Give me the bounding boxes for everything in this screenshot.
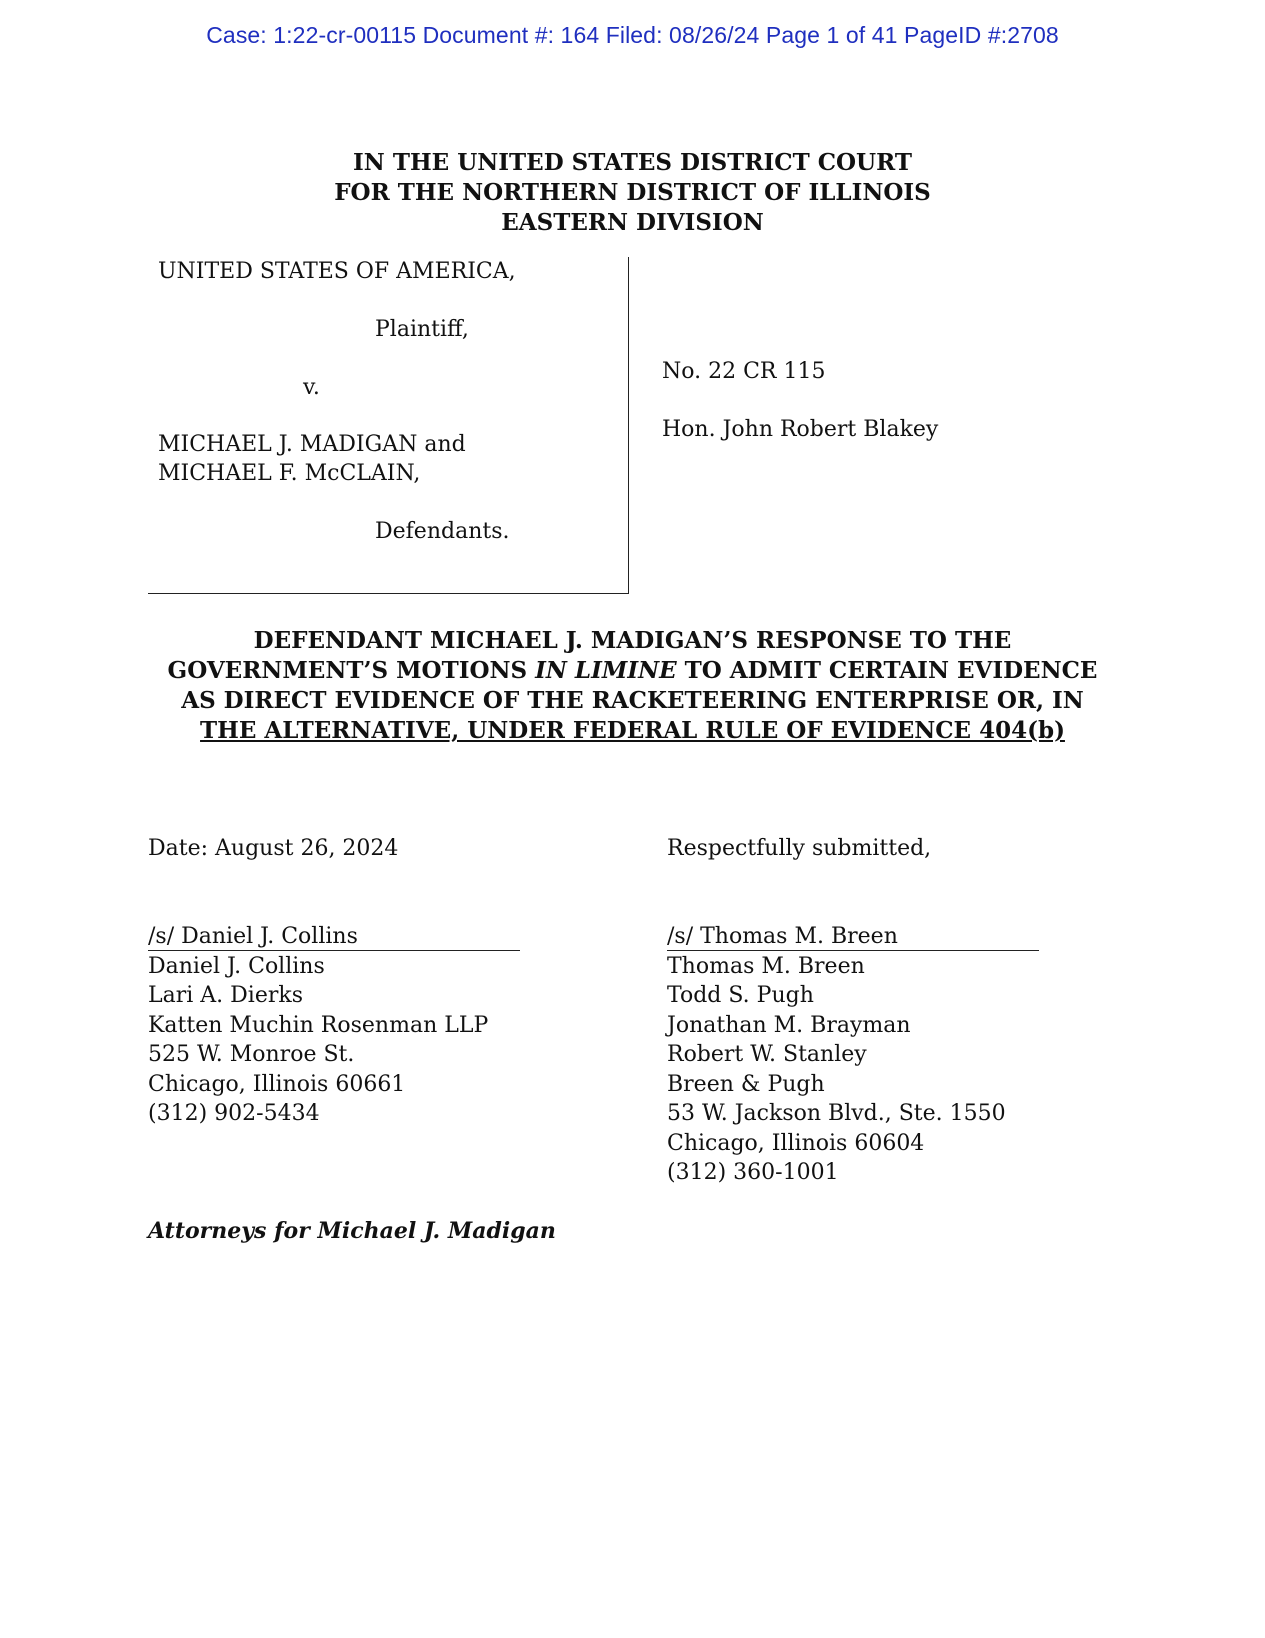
attorneys-for: Attorneys for Michael J. Madigan <box>148 1218 556 1244</box>
title-italic-in-limine: IN LIMINE <box>535 657 677 684</box>
left-attorney-line: (312) 902-5434 <box>148 1101 320 1126</box>
versus: v. <box>303 375 320 400</box>
left-attorney-line: Chicago, Illinois 60661 <box>148 1071 406 1097</box>
left-signature-block <box>148 922 520 1129</box>
ecf-header-stamp: Case: 1:22-cr-00115 Document #: 164 Filed: 08/26/24 Page 1 of 41 PageID #:2708 <box>206 22 1059 48</box>
left-attorney-line: 525 W. Monroe St. <box>148 1042 355 1067</box>
right-attorney-line: Robert W. Stanley <box>667 1042 867 1067</box>
court-line-3: EASTERN DIVISION <box>501 209 764 236</box>
defendant-line-2: MICHAEL F. McCLAIN, <box>158 461 421 486</box>
right-attorney-line: Todd S. Pugh <box>667 983 814 1008</box>
right-attorney-line: Jonathan M. Brayman <box>667 1012 911 1038</box>
document-title <box>0 626 1265 746</box>
right-attorney-line: Breen & Pugh <box>667 1071 825 1097</box>
left-attorney-line: Katten Muchin Rosenman LLP <box>148 1012 489 1038</box>
right-attorney-line: Thomas M. Breen <box>667 953 865 979</box>
case-caption-parties <box>148 257 629 594</box>
plaintiff-role: Plaintiff, <box>375 317 469 342</box>
left-signature: /s/ Daniel J. Collins <box>148 923 520 951</box>
date-line: Date: August 26, 2024 <box>148 836 399 861</box>
court-line-2: FOR THE NORTHERN DISTRICT OF ILLINOIS <box>334 179 931 206</box>
judge-name: Hon. John Robert Blakey <box>662 417 939 442</box>
plaintiff-name: UNITED STATES OF AMERICA, <box>158 259 516 284</box>
case-number: No. 22 CR 115 <box>662 359 826 384</box>
right-signature: /s/ Thomas M. Breen <box>667 923 1039 951</box>
defendant-line-1: MICHAEL J. MADIGAN and <box>158 432 466 457</box>
title-line-4: THE ALTERNATIVE, UNDER FEDERAL RULE OF EVIDENCE 404(b) <box>200 717 1065 744</box>
left-attorney-line: Lari A. Dierks <box>148 983 303 1008</box>
title-line-1: DEFENDANT MICHAEL J. MADIGAN’S RESPONSE TO THE <box>253 627 1012 654</box>
respectfully-submitted: Respectfully submitted, <box>667 836 932 861</box>
right-attorney-line: Chicago, Illinois 60604 <box>667 1130 925 1156</box>
left-attorney-line: Daniel J. Collins <box>148 953 325 979</box>
title-line-2: GOVERNMENT’S MOTIONS IN LIMINE TO ADMIT CERTAIN EVIDENCE <box>167 657 1098 684</box>
defendant-role: Defendants. <box>375 519 510 544</box>
court-line-1: IN THE UNITED STATES DISTRICT COURT <box>353 149 912 176</box>
right-attorney-line: (312) 360-1001 <box>667 1160 839 1185</box>
title-line-3: AS DIRECT EVIDENCE OF THE RACKETEERING ENTERPRISE OR, IN <box>181 687 1084 714</box>
right-attorney-line: 53 W. Jackson Blvd., Ste. 1550 <box>667 1101 1006 1126</box>
right-signature-block <box>667 922 1039 1188</box>
court-heading <box>0 148 1265 238</box>
